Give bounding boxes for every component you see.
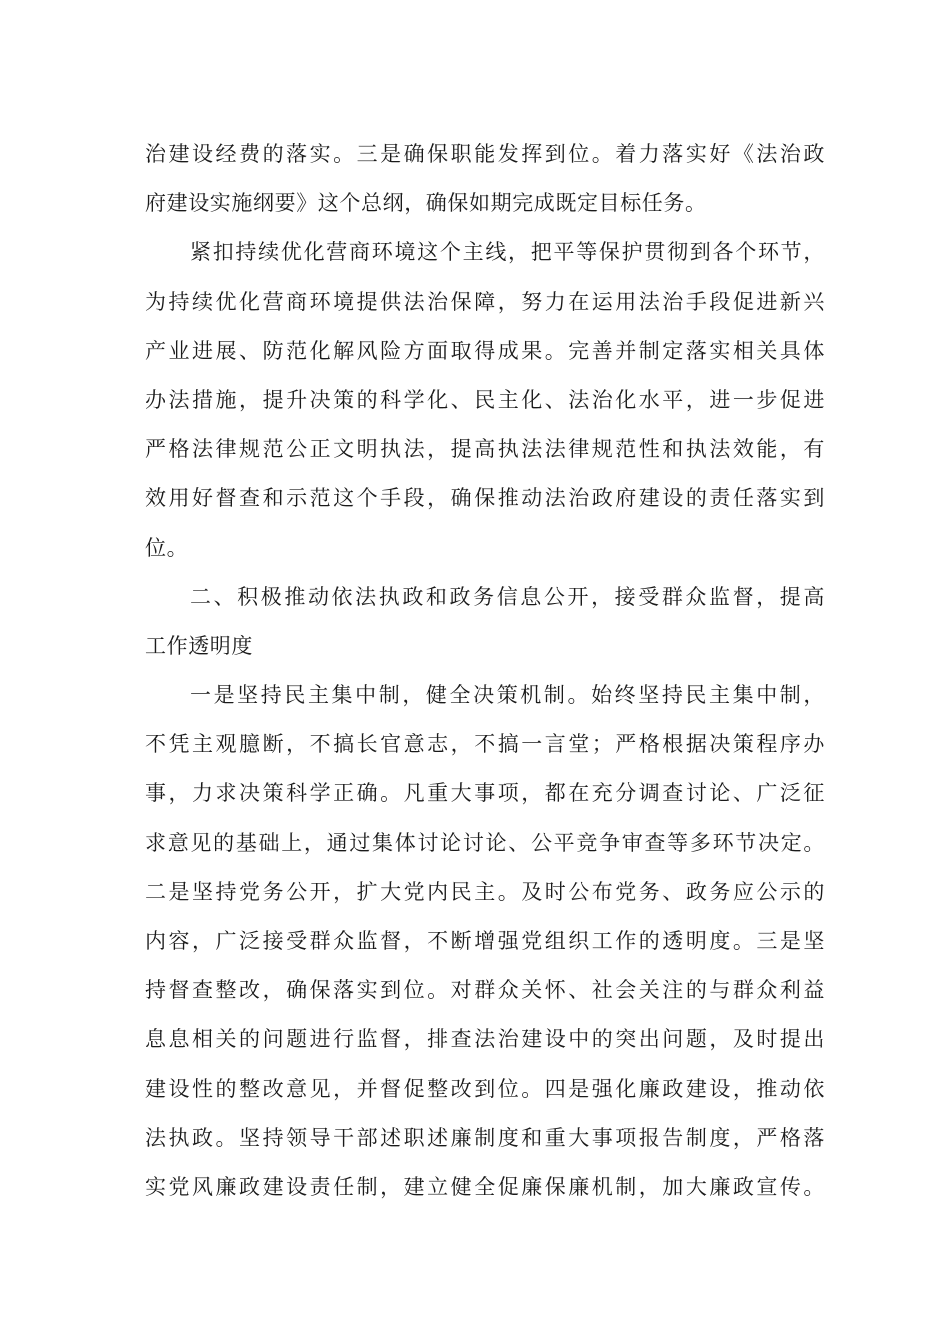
text-line: 效用好督查和示范这个手段，确保推动法治政府建设的责任落实到 <box>145 486 825 511</box>
text-line: 为持续优化营商环境提供法治保障，努力在运用法治手段促进新兴 <box>145 289 825 314</box>
text-line: 求意见的基础上，通过集体讨论讨论、公平竞争审查等多环节决定。 <box>145 830 825 855</box>
text-line: 位。 <box>145 535 189 560</box>
text-line: 严格法律规范公正文明执法，提高执法法律规范性和执法效能，有 <box>145 437 825 462</box>
text-line: 一是坚持民主集中制，健全决策机制。始终坚持民主集中制， <box>190 683 825 708</box>
text-line: 府建设实施纲要》这个总纲，确保如期完成既定目标任务。 <box>145 191 707 216</box>
text-line: 紧扣持续优化营商环境这个主线，把平等保护贯彻到各个环节， <box>190 240 825 265</box>
text-line: 办法措施，提升决策的科学化、民主化、法治化水平，进一步促进 <box>145 387 825 412</box>
text-line: 二是坚持党务公开，扩大党内民主。及时公布党务、政务应公示的 <box>145 879 825 904</box>
section-heading-line: 工作透明度 <box>145 633 253 658</box>
text-line: 治建设经费的落实。三是确保职能发挥到位。着力落实好《法治政 <box>145 142 825 166</box>
text-line: 事，力求决策科学正确。凡重大事项，都在充分调查讨论、广泛征 <box>145 781 825 806</box>
text-line: 息息相关的问题进行监督，排查法治建设中的突出问题，及时提出 <box>145 1027 825 1052</box>
text-line: 法执政。坚持领导干部述职述廉制度和重大事项报告制度，严格落 <box>145 1125 825 1150</box>
text-line: 持督查整改，确保落实到位。对群众关怀、社会关注的与群众利益 <box>145 978 825 1003</box>
text-line: 内容，广泛接受群众监督，不断增强党组织工作的透明度。三是坚 <box>145 929 825 953</box>
text-line: 不凭主观臆断，不搞长官意志，不搞一言堂；严格根据决策程序办 <box>145 732 825 757</box>
text-line: 产业进展、防范化解风险方面取得成果。完善并制定落实相关具体 <box>145 338 825 363</box>
text-line: 建设性的整改意见，并督促整改到位。四是强化廉政建设，推动依 <box>145 1076 825 1101</box>
text-line: 实党风廉政建设责任制，建立健全促廉保廉机制，加大廉政宣传。 <box>145 1174 825 1199</box>
body-text <box>145 130 825 1212</box>
section-heading-line: 二、积极推动依法执政和政务信息公开，接受群众监督，提高 <box>190 584 825 609</box>
